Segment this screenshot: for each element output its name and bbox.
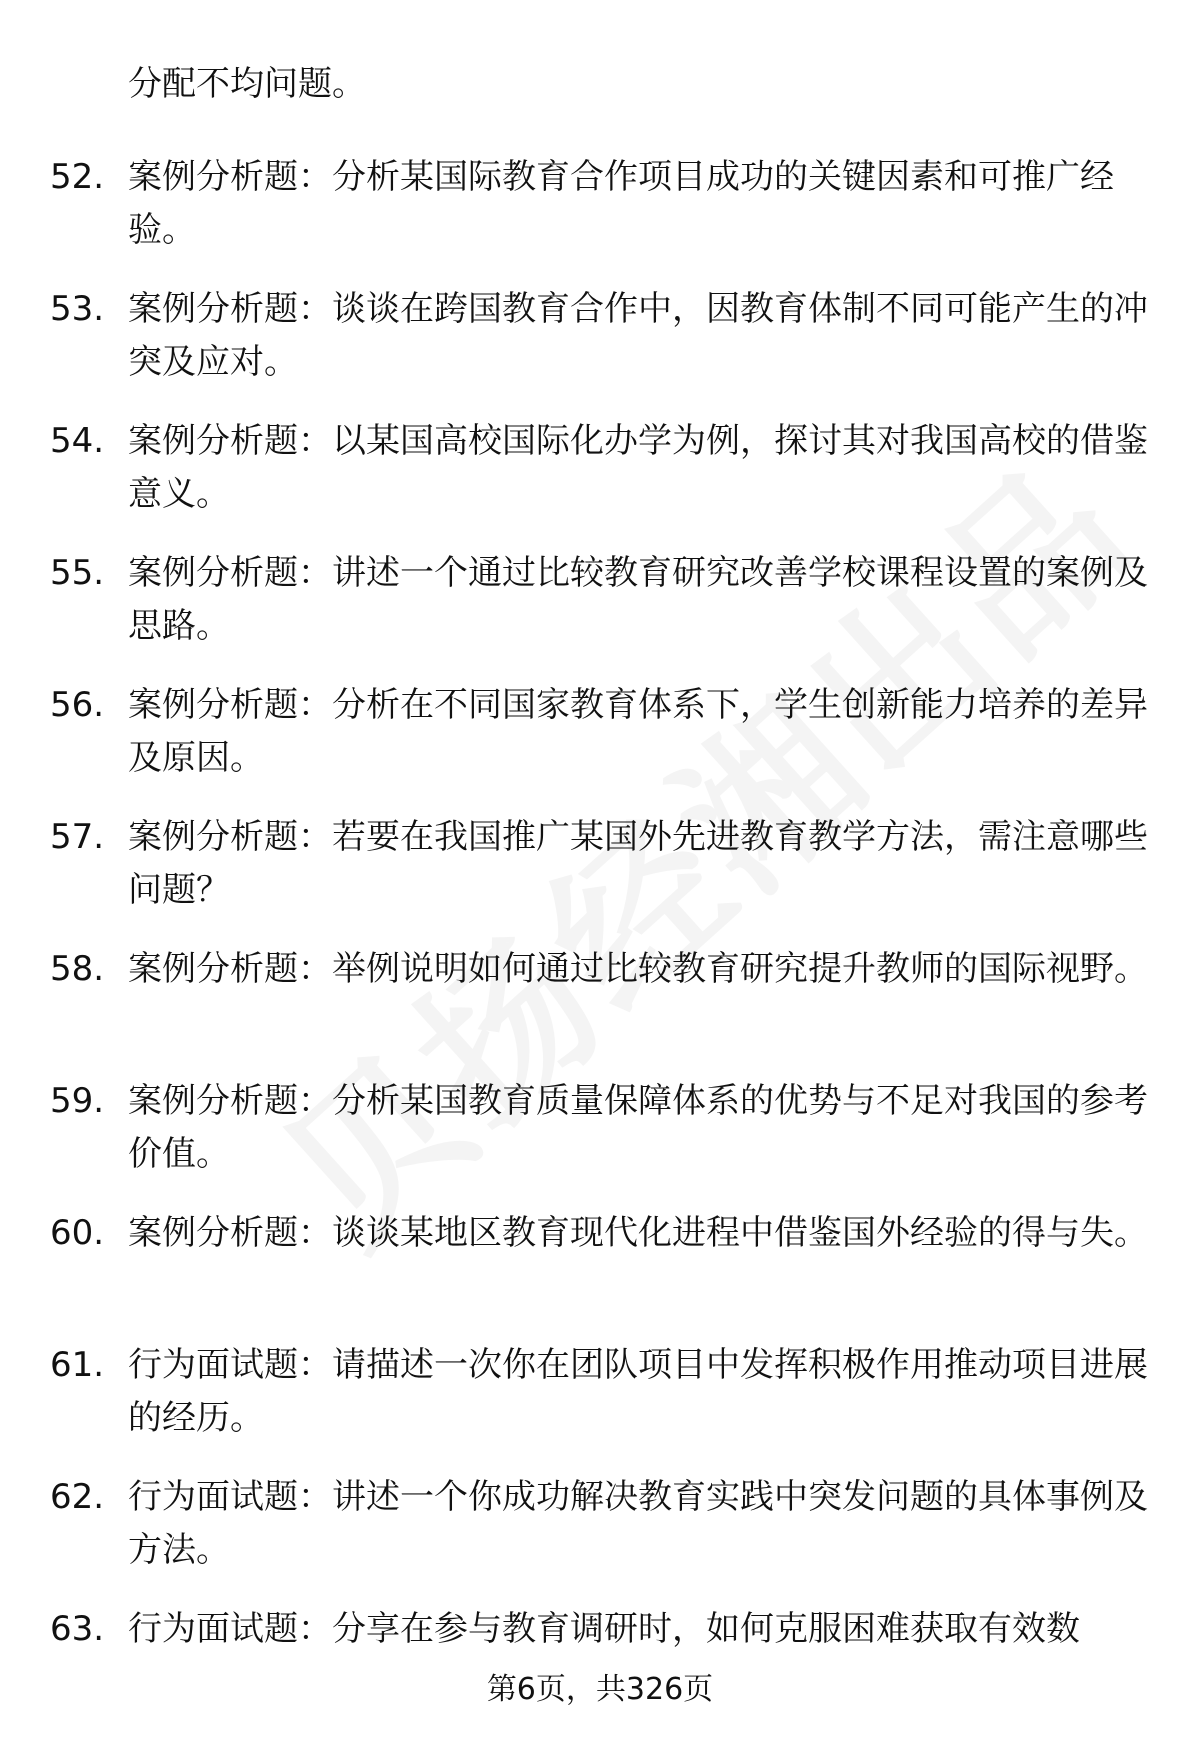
list-item: [50, 1323, 1150, 1455]
list-item: [50, 135, 1150, 267]
question-list: [50, 135, 1150, 1719]
item-text: 行为面试题：讲述一个你成功解决教育实践中突发问题的具体事例及方法。: [128, 1477, 1148, 1570]
list-item: [50, 267, 1150, 399]
item-number: 53.: [50, 289, 105, 329]
item-text: 案例分析题：分析某国教育质量保障体系的优势与不足对我国的参考价值。: [128, 1081, 1148, 1174]
item-text: 行为面试题：分享在参与教育调研时，如何克服困难获取有效数: [128, 1609, 1080, 1649]
list-item: [50, 927, 1150, 1059]
item-number: 52.: [50, 157, 105, 197]
item-number: 62.: [50, 1477, 105, 1517]
item-text: 案例分析题：以某国高校国际化办学为例，探讨其对我国高校的借鉴意义。: [128, 421, 1148, 514]
list-item: [50, 531, 1150, 663]
list-item: [50, 399, 1150, 531]
item-number: 59.: [50, 1081, 105, 1121]
list-item: [50, 1059, 1150, 1191]
item-text: 案例分析题：谈谈某地区教育现代化进程中借鉴国外经验的得与失。: [128, 1213, 1148, 1253]
continuation-text: 分配不均问题。: [128, 64, 366, 104]
item-text: 案例分析题：讲述一个通过比较教育研究改善学校课程设置的案例及思路。: [128, 553, 1148, 646]
item-number: 60.: [50, 1213, 105, 1253]
item-text: 案例分析题：分析在不同国家教育体系下，学生创新能力培养的差异及原因。: [128, 685, 1148, 778]
page-footer: 第6页，共326页: [486, 1672, 714, 1707]
list-item: [50, 663, 1150, 795]
item-text: 案例分析题：谈谈在跨国教育合作中，因教育体制不同可能产生的冲突及应对。: [128, 289, 1148, 382]
item-number: 56.: [50, 685, 105, 725]
item-number: 54.: [50, 421, 105, 461]
item-text: 行为面试题：请描述一次你在团队项目中发挥积极作用推动项目进展的经历。: [128, 1345, 1148, 1438]
item-number: 57.: [50, 817, 105, 857]
item-text: 案例分析题：若要在我国推广某国外先进教育教学方法，需注意哪些问题？: [128, 817, 1148, 910]
item-number: 63.: [50, 1609, 105, 1649]
item-text: 案例分析题：举例说明如何通过比较教育研究提升教师的国际视野。: [128, 949, 1148, 989]
list-item: [50, 1191, 1150, 1323]
item-number: 58.: [50, 949, 105, 989]
item-number: 61.: [50, 1345, 105, 1385]
item-number: 55.: [50, 553, 105, 593]
list-item: [50, 795, 1150, 927]
item-text: 案例分析题：分析某国际教育合作项目成功的关键因素和可推广经验。: [128, 157, 1114, 250]
list-item: [50, 1455, 1150, 1587]
